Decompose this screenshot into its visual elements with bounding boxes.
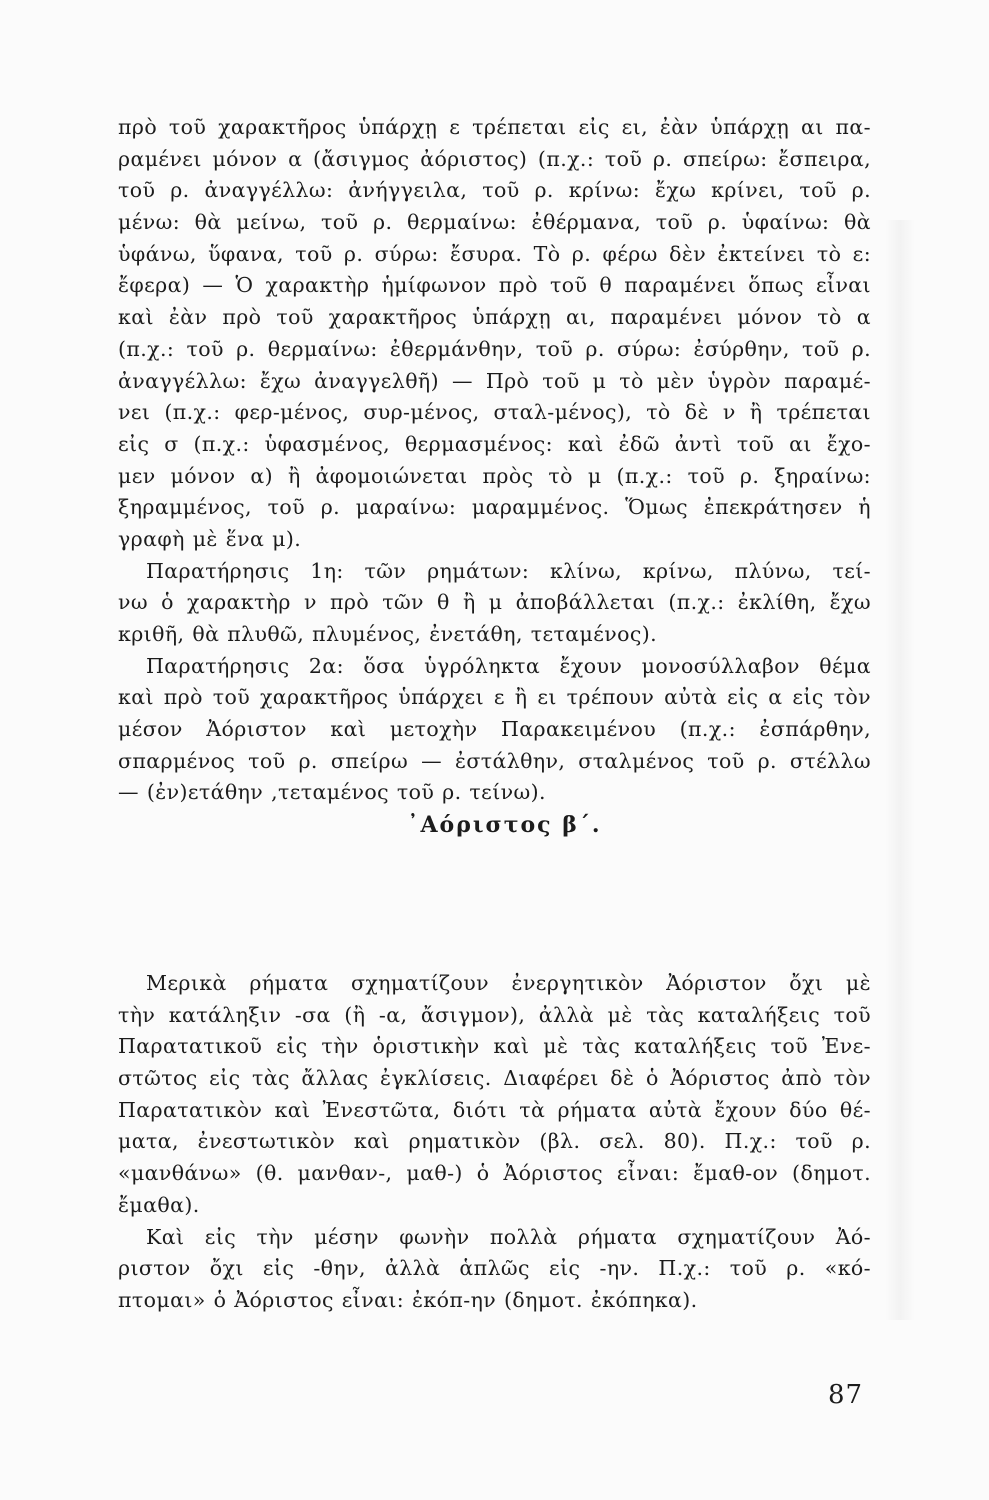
page-edge-shadow	[885, 220, 915, 1320]
text-line: τὴν κατάληξιν -σα (ἢ -α, ἄσιγμον), ἀλλὰ μὲ τὰς καταλήξεις τοῦ	[118, 1002, 871, 1027]
text-line: κριθῆ, θὰ πλυθῶ, πλυμένος, ἐνετάθη, τεταμένος).	[118, 622, 658, 646]
section-heading: ᾿Αόριστος β΄.	[407, 812, 602, 838]
text-line: Καὶ εἰς τὴν μέσην φωνὴν πολλὰ ρήματα σχηματίζουν Ἀό-	[146, 1224, 871, 1249]
text-line: Παρατήρησις 2α: ὅσα ὑγρόληκτα ἔχουν μονοσύλλαβον θέμα	[146, 653, 871, 678]
text-line: στῶτος εἰς τὰς ἄλλας ἐγκλίσεις. Διαφέρει δὲ ὁ Ἀόριστος ἀπὸ τὸν	[118, 1066, 871, 1091]
text-line: — (ἐν)ετάθην ,τεταμένος τοῦ ρ. τείνω).	[118, 780, 546, 805]
text-line: πτομαι» ὁ Ἀόριστος εἶναι: ἐκόπ-ην (δημοτ. ἐκόπηκα).	[118, 1287, 698, 1312]
text-line: «μανθάνω» (θ. μανθαν-, μαθ-) ὁ Ἀόριστος εἶναι: ἔμαθ-ον (δημοτ.	[118, 1161, 871, 1186]
page-number: 87	[828, 1380, 864, 1410]
text-line: ξηραμμένος, τοῦ ρ. μαραίνω: μαραμμένος. Ὅμως ἐπεκράτησεν ἡ	[118, 495, 871, 520]
text-line: ἔφερα) — Ὁ χαρακτὴρ ἡμίφωνον πρὸ τοῦ θ παραμένει ὅπως εἶναι	[118, 273, 871, 298]
text-line: μεν μόνον α) ἢ ἀφομοιώνεται πρὸς τὸ μ (π.χ.: τοῦ ρ. ξηραίνω:	[118, 463, 871, 488]
text-line: Παρατατικὸν καὶ Ἐνεστῶτα, διότι τὰ ρήματα αὐτὰ ἔχουν δύο θέ-	[118, 1097, 871, 1122]
text-line: μέσον Ἀόριστον καὶ μετοχὴν Παρακειμένου (π.χ.: ἐσπάρθην,	[118, 717, 871, 742]
text-line: ματα, ἐνεστωτικὸν καὶ ρηματικὸν (βλ. σελ. 80). Π.χ.: τοῦ ρ.	[118, 1129, 871, 1154]
text-line: καὶ πρὸ τοῦ χαρακτῆρος ὑπάρχει ε ἢ ει τρέπουν αὐτὰ εἰς α εἰς τὸν	[118, 685, 871, 710]
text-line: πρὸ τοῦ χαρακτῆρος ὑπάρχῃ ε τρέπεται εἰς ει, ἐὰν ὑπάρχῃ αι πα-	[118, 115, 871, 139]
text-line: τοῦ ρ. ἀναγγέλλω: ἀνήγγειλα, τοῦ ρ. κρίνω: ἔχω κρίνει, τοῦ ρ.	[118, 178, 871, 203]
text-line: καὶ ἐὰν πρὸ τοῦ χαρακτῆρος ὑπάρχῃ αι, παραμένει μόνον τὸ α	[118, 305, 871, 330]
text-line: ἀναγγέλλω: ἔχω ἀναγγελθῆ) — Πρὸ τοῦ μ τὸ μὲν ὑγρὸν παραμέ-	[118, 368, 871, 393]
text-line: γραφὴ μὲ ἕνα μ).	[118, 526, 302, 551]
text-line: ἔμαθα).	[118, 1192, 200, 1217]
text-line: (π.χ.: τοῦ ρ. θερμαίνω: ἐθερμάνθην, τοῦ ρ. σύρω: ἐσύρθην, τοῦ ρ.	[118, 336, 871, 361]
text-line: σπαρμένος τοῦ ρ. σπείρω — ἐστάλθην, σταλμένος τοῦ ρ. στέλλω	[118, 748, 871, 773]
text-line: Μερικὰ ρήματα σχηματίζουν ἐνεργητικὸν Ἀόριστον ὄχι μὲ	[146, 971, 871, 995]
second-text-block	[118, 968, 871, 1317]
text-line: εἰς σ (π.χ.: ὑφασμένος, θερμασμένος: καὶ ἐδῶ ἀντὶ τοῦ αι ἔχο-	[118, 431, 871, 456]
text-line: μένω: θὰ μείνω, τοῦ ρ. θερμαίνω: ἐθέρμανα, τοῦ ρ. ὑφαίνω: θὰ	[118, 210, 871, 235]
text-line: Παρατατικοῦ εἰς τὴν ὁριστικὴν καὶ μὲ τὰς καταλήξεις τοῦ Ἐνε-	[118, 1034, 871, 1059]
text-line: ριστον ὄχι εἰς -θην, ἀλλὰ ἁπλῶς εἰς -ην. Π.χ.: τοῦ ρ. «κό-	[118, 1256, 871, 1281]
text-line: ραμένει μόνον α (ἄσιγμος ἀόριστος) (π.χ.: τοῦ ρ. σπείρω: ἔσπειρα,	[118, 146, 871, 171]
main-text-block	[118, 112, 871, 809]
text-line: νει (π.χ.: φερ-μένος, συρ-μένος, σταλ-μένος), τὸ δὲ ν ἢ τρέπεται	[118, 400, 871, 425]
text-line: Παρατήρησις 1η: τῶν ρημάτων: κλίνω, κρίνω, πλύνω, τεί-	[146, 558, 871, 583]
text-line: ὑφάνω, ὕφανα, τοῦ ρ. σύρω: ἔσυρα. Τὸ ρ. φέρω δὲν ἐκτείνει τὸ ε:	[118, 241, 871, 266]
text-line: νω ὁ χαρακτὴρ ν πρὸ τῶν θ ἢ μ ἀποβάλλεται (π.χ.: ἐκλίθη, ἔχω	[118, 590, 871, 615]
